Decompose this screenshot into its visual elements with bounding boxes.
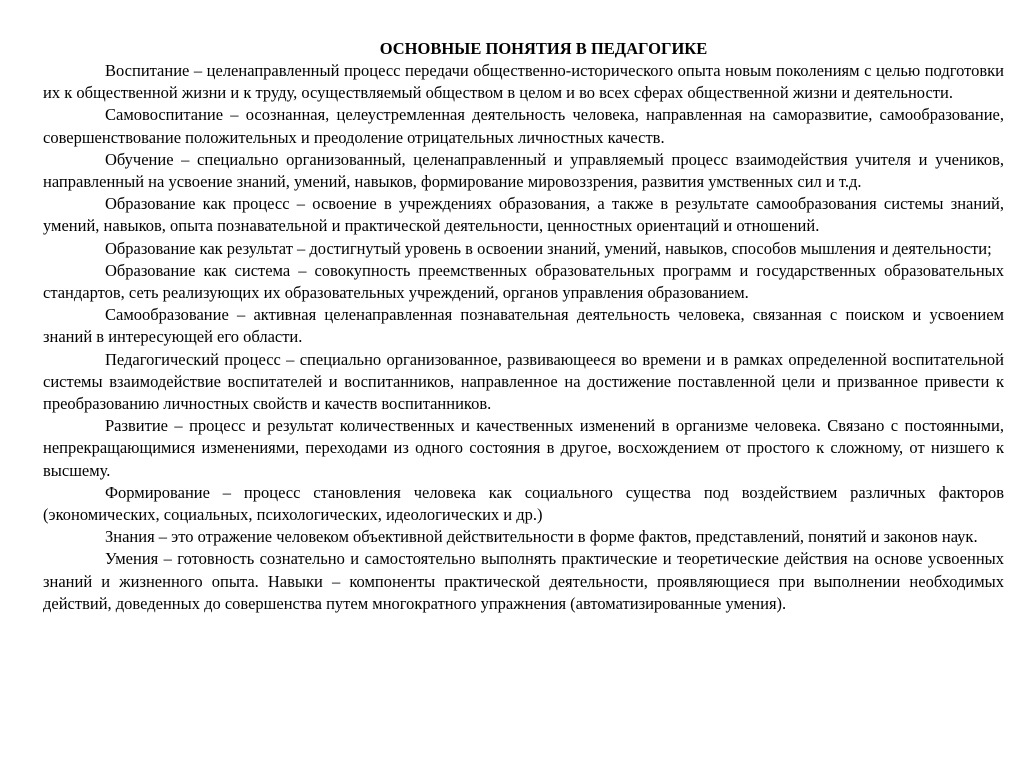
paragraph-znaniya: Знания – это отражение человеком объективной действительности в форме фактов, представлений, понятий и законов наук.	[105, 527, 978, 547]
paragraph-vospitanie: Воспитание – целенаправленный процесс передачи общественно-исторического опыта новым поколениям с целью подготовки их к общественной жизни и к труду, осуществляемый обществом в целом и во всех сферах общественной жизни и деятельности.	[43, 61, 1004, 103]
paragraph-umeniya: Умения – готовность сознательно и самостоятельно выполнять практические и теоретические действия на основе усвоенных знаний и жизненного опыта. Навыки – компоненты практической деятельности, проявляющиеся при выполнении необходимых действий, доведенных до совершенства путем многократного упражнения (автоматизированные умения).	[43, 549, 1004, 613]
paragraph-samovospitanie: Самовоспитание – осознанная, целеустремленная деятельность человека, направленная на саморазвитие, самообразование, совершенствование положительных и преодоление отрицательных личностных качеств.	[43, 105, 1004, 147]
paragraph-samoobrazovanie: Самообразование – активная целенаправленная познавательная деятельность человека, связанная с поиском и усвоением знаний в интересующей его области.	[43, 305, 1004, 347]
paragraph-obrazovanie-process: Образование как процесс – освоение в учреждениях образования, а также в результате самообразования системы знаний, умений, навыков, опыта познавательной и практической деятельности, ценностных ориентаций и отношений.	[43, 194, 1004, 236]
paragraph-formirovanie: Формирование – процесс становления человека как социального существа под воздействием различных факторов (экономических, социальных, психологических, идеологических и др.)	[43, 482, 1004, 525]
paragraph-obuchenie: Обучение – специально организованный, целенаправленный и управляемый процесс взаимодействия учителя и учеников, направленный на усвоение знаний, умений, навыков, формирование мировоззрения, развития умственных сил и т.д.	[43, 149, 1004, 192]
paragraph-razvitie: Развитие – процесс и результат количественных и качественных изменений в организме человека. Связано с постоянными, непрекращающимися изменениями, переходами из одного состояния в другое, восхождением от простого к сложному, от низшего к высшему.	[43, 416, 1004, 480]
paragraph-ped-process: Педагогический процесс – специально организованное, развивающееся во времени и в рамках определенной воспитательной системы взаимодействие воспитателей и воспитанников, направленное на достижение поставленной цели и призванное привести к преобразованию личностных свойств и качеств воспитанников.	[43, 349, 1004, 414]
paragraph-obrazovanie-result: Образование как результат – достигнутый уровень в освоении знаний, умений, навыков, способов мышления и деятельности;	[105, 238, 992, 258]
page-title: ОСНОВНЫЕ ПОНЯТИЯ В ПЕДАГОГИКЕ	[379, 39, 708, 58]
paragraph-obrazovanie-system: Образование как система – совокупность преемственных образовательных программ и государственных образовательных стандартов, сеть реализующих их образовательных учреждений, органов управления образованием.	[43, 260, 1004, 303]
